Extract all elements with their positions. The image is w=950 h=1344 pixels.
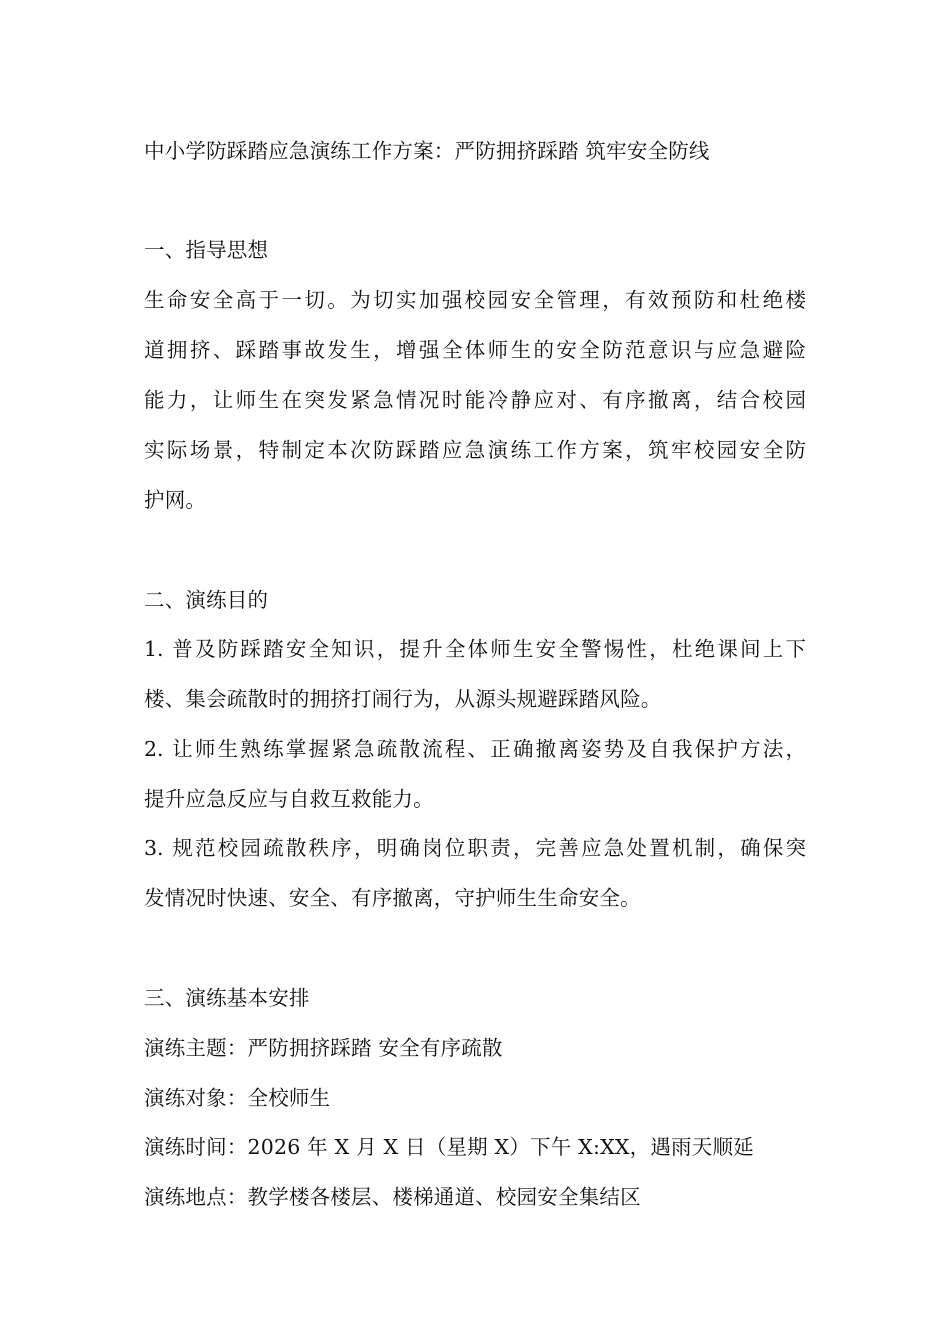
arrangement-theme: 演练主题：严防拥挤踩踏 安全有序疏散 <box>144 1036 503 1060</box>
section-heading-guiding-thought: 一、指导思想 <box>144 238 269 262</box>
paragraph-line: 护网。 <box>144 488 207 512</box>
arrangement-location: 演练地点：教学楼各楼层、楼梯通道、校园安全集结区 <box>144 1185 641 1209</box>
section-heading-basic-arrangement: 三、演练基本安排 <box>144 986 310 1010</box>
list-item-line: 2. 让师生熟练掌握紧急疏散流程、正确撤离姿势及自我保护方法， <box>144 737 806 761</box>
document-title: 中小学防踩踏应急演练工作方案：严防拥挤踩踏 筑牢安全防线 <box>144 139 710 163</box>
arrangement-time: 演练时间：2026 年 X 月 X 日（星期 X）下午 X:XX，遇雨天顺延 <box>144 1135 754 1159</box>
arrangement-participants: 演练对象：全校师生 <box>144 1086 331 1110</box>
section-heading-drill-purpose: 二、演练目的 <box>144 588 269 612</box>
paragraph-line: 道拥挤、踩踏事故发生，增强全体师生的安全防范意识与应急避险 <box>144 338 806 362</box>
paragraph-line: 生命安全高于一切。为切实加强校园安全管理，有效预防和杜绝楼 <box>144 288 806 312</box>
list-item-line: 楼、集会疏散时的拥挤打闹行为，从源头规避踩踏风险。 <box>144 687 662 711</box>
list-item-line: 提升应急反应与自救互救能力。 <box>144 787 434 811</box>
paragraph-line: 实际场景，特制定本次防踩踏应急演练工作方案，筑牢校园安全防 <box>144 438 806 462</box>
list-item-line: 1. 普及防踩踏安全知识，提升全体师生安全警惕性，杜绝课间上下 <box>144 637 806 661</box>
list-item-line: 发情况时快速、安全、有序撤离，守护师生生命安全。 <box>144 886 641 910</box>
paragraph-line: 能力，让师生在突发紧急情况时能冷静应对、有序撤离，结合校园 <box>144 388 806 412</box>
list-item-line: 3. 规范校园疏散秩序，明确岗位职责，完善应急处置机制，确保突 <box>144 836 806 860</box>
